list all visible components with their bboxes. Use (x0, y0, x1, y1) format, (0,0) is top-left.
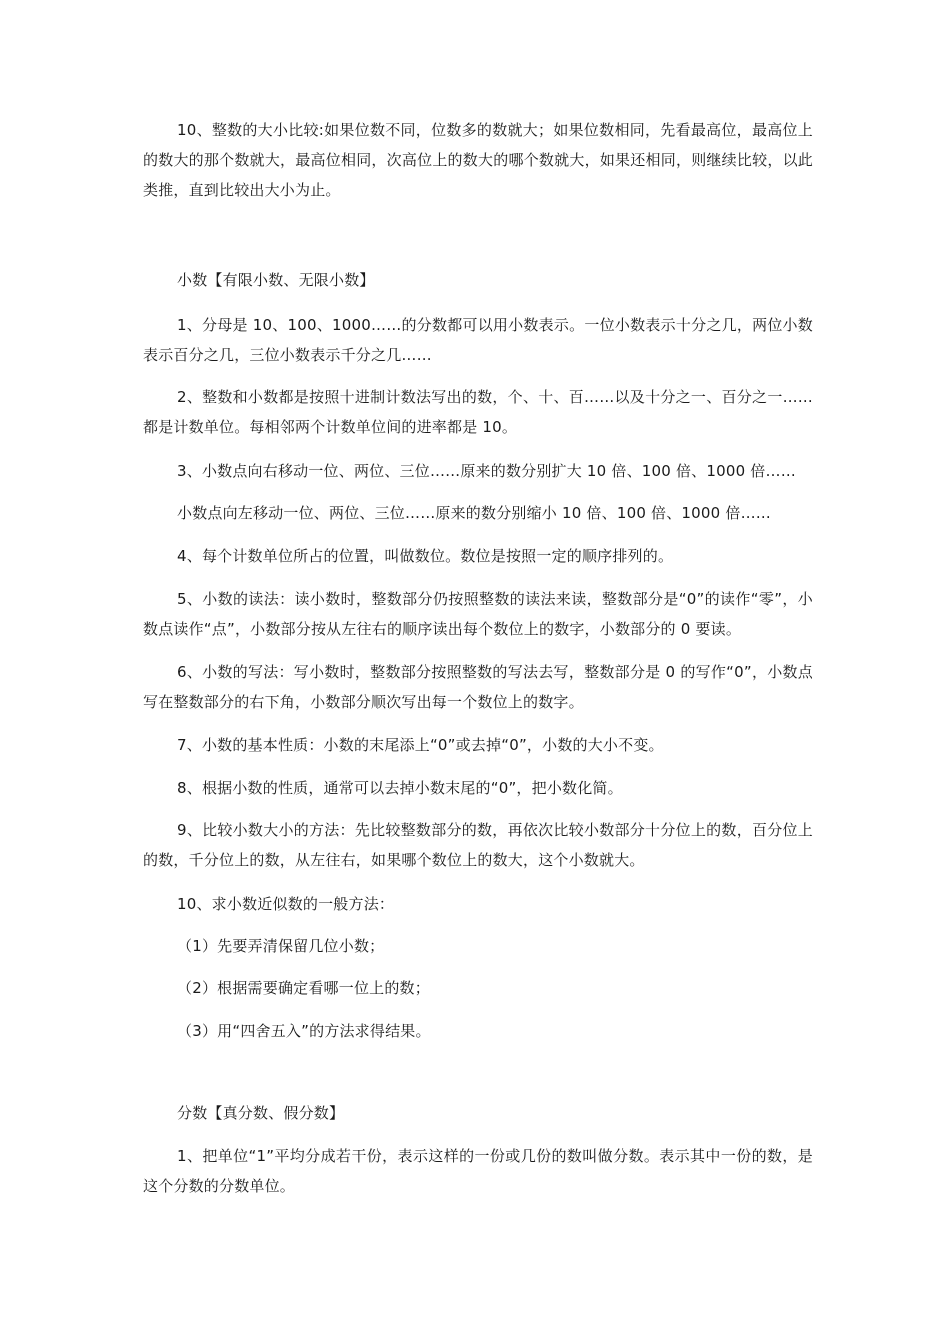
paragraph-decimal-7: 7、小数的基本性质：小数的末尾添上“0”或去掉“0”，小数的大小不变。 (177, 736, 664, 754)
section-heading-fractions: 分数【真分数、假分数】 (177, 1104, 345, 1122)
paragraph-fraction-1: 1、把单位“1”平均分成若干份，表示这样的一份或几份的数叫做分数。表示其中一份的数，是这个分数的分数单位。 (143, 1147, 813, 1195)
section-heading-decimals: 小数【有限小数、无限小数】 (177, 271, 375, 289)
paragraph-decimal-8: 8、根据小数的性质，通常可以去掉小数末尾的“0”，把小数化简。 (177, 779, 623, 797)
paragraph-decimal-1: 1、分母是 10、100、1000……的分数都可以用小数表示。一位小数表示十分之几，两位小数表示百分之几，三位小数表示千分之几…… (143, 316, 813, 364)
paragraph-decimal-5: 5、小数的读法：读小数时，整数部分仍按照整数的读法来读，整数部分是“0”的读作“零”，小数点读作“点”，小数部分按从左往右的顺序读出每个数位上的数字，小数部分的 0 要读。 (143, 590, 813, 638)
paragraph-decimal-3b: 小数点向左移动一位、两位、三位……原来的数分别缩小 10 倍、100 倍、1000 倍…… (177, 504, 771, 522)
list-item-decimal-10-step-1: （1）先要弄清保留几位小数； (177, 937, 385, 955)
paragraph-decimal-2: 2、整数和小数都是按照十进制计数法写出的数，个、十、百……以及十分之一、百分之一……都是计数单位。每相邻两个计数单位间的进率都是 10。 (143, 388, 813, 436)
list-item-decimal-10-step-3: （3）用“四舍五入”的方法求得结果。 (177, 1022, 431, 1040)
list-item-decimal-10-step-2: （2）根据需要确定看哪一位上的数； (177, 979, 430, 997)
paragraph-decimal-6: 6、小数的写法：写小数时，整数部分按照整数的写法去写，整数部分是 0 的写作“0”，小数点写在整数部分的右下角，小数部分顺次写出每一个数位上的数字。 (143, 663, 813, 711)
paragraph-decimal-9: 9、比较小数大小的方法：先比较整数部分的数，再依次比较小数部分十分位上的数，百分位上的数，千分位上的数，从左往右，如果哪个数位上的数大，这个小数就大。 (143, 821, 813, 869)
paragraph-decimal-4: 4、每个计数单位所占的位置，叫做数位。数位是按照一定的顺序排列的。 (177, 547, 674, 565)
paragraph-decimal-3a: 3、小数点向右移动一位、两位、三位……原来的数分别扩大 10 倍、100 倍、1000 倍…… (177, 462, 796, 480)
paragraph-decimal-10: 10、求小数近似数的一般方法： (177, 895, 395, 913)
paragraph-integer-comparison: 10、整数的大小比较:如果位数不同，位数多的数就大；如果位数相同，先看最高位，最高位上的数大的那个数就大，最高位相同，次高位上的数大的哪个数就大，如果还相同，则继续比较，以此类推，直到比较出大小为止。 (143, 121, 813, 199)
